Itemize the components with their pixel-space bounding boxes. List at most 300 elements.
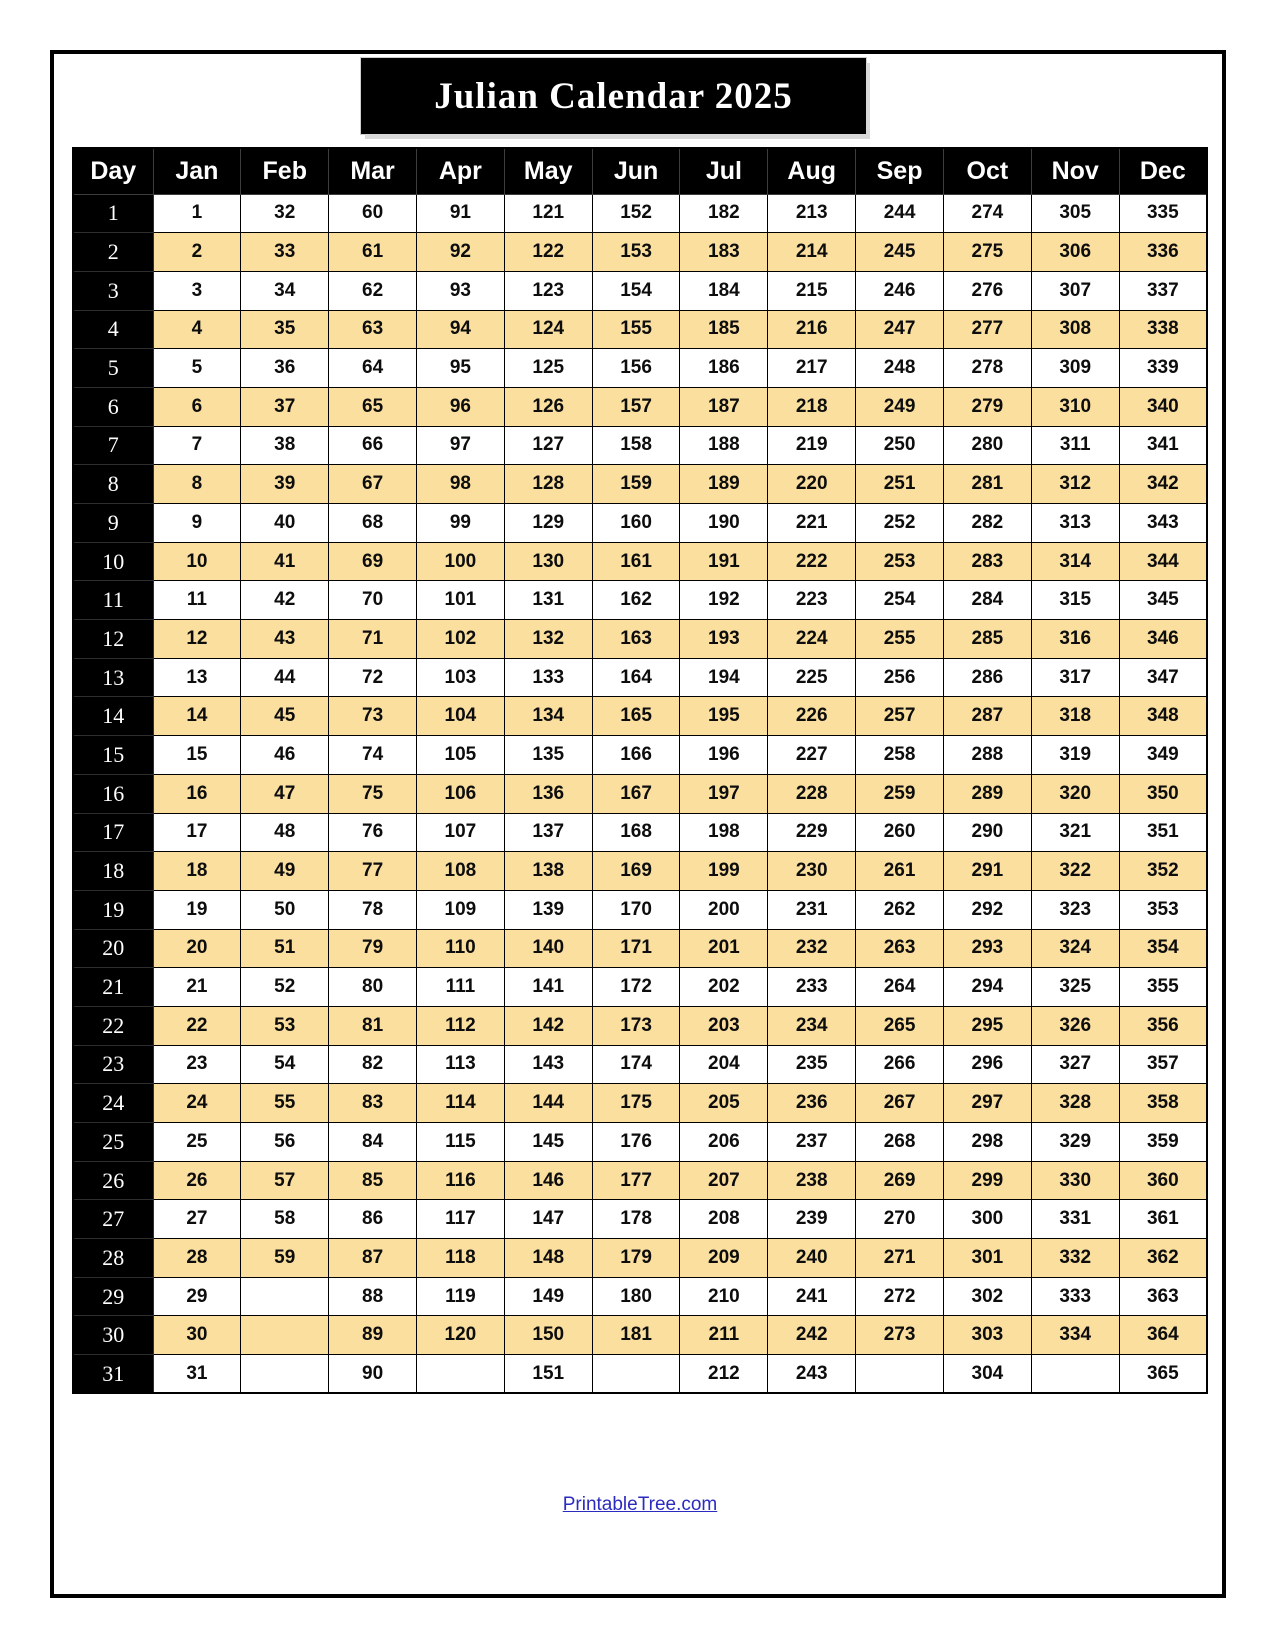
julian-day-cell: 188 [680,426,768,465]
julian-day-cell: 67 [329,465,417,504]
julian-day-cell: 352 [1119,852,1207,891]
julian-day-cell: 80 [329,968,417,1007]
day-cell: 9 [73,504,153,543]
julian-day-cell: 71 [329,620,417,659]
julian-day-cell: 104 [416,697,504,736]
julian-day-cell: 73 [329,697,417,736]
julian-day-cell: 285 [943,620,1031,659]
julian-day-cell: 94 [416,310,504,349]
month-header-aug: Aug [768,148,856,194]
day-cell: 30 [73,1316,153,1355]
julian-day-cell: 98 [416,465,504,504]
day-cell: 17 [73,813,153,852]
table-row [73,697,1207,736]
julian-day-cell: 189 [680,465,768,504]
julian-day-cell: 251 [856,465,944,504]
julian-day-cell: 158 [592,426,680,465]
julian-day-cell: 41 [241,542,329,581]
julian-day-cell: 294 [943,968,1031,1007]
julian-day-cell: 118 [416,1239,504,1278]
julian-day-cell: 191 [680,542,768,581]
julian-day-cell: 13 [153,658,241,697]
julian-day-cell: 365 [1119,1355,1207,1394]
julian-day-cell: 97 [416,426,504,465]
julian-day-cell: 306 [1031,233,1119,272]
julian-day-cell: 321 [1031,813,1119,852]
month-header-dec: Dec [1119,148,1207,194]
julian-day-cell: 129 [504,504,592,543]
julian-day-cell: 244 [856,194,944,233]
julian-day-cell: 300 [943,1200,1031,1239]
day-cell: 2 [73,233,153,272]
julian-day-cell: 18 [153,852,241,891]
julian-day-cell: 70 [329,581,417,620]
julian-day-cell: 203 [680,1006,768,1045]
julian-day-cell: 177 [592,1161,680,1200]
julian-day-cell: 122 [504,233,592,272]
julian-day-cell: 141 [504,968,592,1007]
julian-day-cell: 20 [153,929,241,968]
day-cell: 31 [73,1355,153,1394]
julian-day-cell: 40 [241,504,329,543]
julian-day-cell: 258 [856,736,944,775]
julian-day-cell: 289 [943,774,1031,813]
julian-day-cell: 201 [680,929,768,968]
julian-day-cell: 215 [768,271,856,310]
julian-day-cell: 247 [856,310,944,349]
julian-day-cell: 237 [768,1123,856,1162]
table-row [73,1006,1207,1045]
julian-day-cell: 135 [504,736,592,775]
julian-day-cell: 37 [241,387,329,426]
julian-day-cell: 340 [1119,387,1207,426]
julian-day-cell: 85 [329,1161,417,1200]
printabletree-link[interactable]: PrintableTree.com [562,1494,718,1516]
julian-day-cell: 206 [680,1123,768,1162]
julian-day-cell: 312 [1031,465,1119,504]
julian-day-cell: 133 [504,658,592,697]
julian-day-cell: 326 [1031,1006,1119,1045]
month-header-nov: Nov [1031,148,1119,194]
table-row [73,620,1207,659]
julian-day-cell: 58 [241,1200,329,1239]
julian-day-cell: 100 [416,542,504,581]
julian-day-cell: 166 [592,736,680,775]
julian-day-cell: 124 [504,310,592,349]
day-cell: 3 [73,271,153,310]
julian-day-cell: 7 [153,426,241,465]
julian-day-cell: 198 [680,813,768,852]
julian-day-cell: 246 [856,271,944,310]
julian-day-cell: 76 [329,813,417,852]
julian-day-cell: 62 [329,271,417,310]
julian-day-cell: 265 [856,1006,944,1045]
month-header-oct: Oct [943,148,1031,194]
julian-day-cell: 44 [241,658,329,697]
julian-day-cell: 276 [943,271,1031,310]
julian-day-cell: 228 [768,774,856,813]
julian-day-cell: 291 [943,852,1031,891]
julian-day-cell: 1 [153,194,241,233]
julian-day-cell: 229 [768,813,856,852]
day-cell: 28 [73,1239,153,1278]
julian-day-cell: 339 [1119,349,1207,388]
header-row [73,148,1207,194]
julian-day-cell: 51 [241,929,329,968]
julian-day-cell: 123 [504,271,592,310]
julian-day-cell: 147 [504,1200,592,1239]
julian-day-cell: 99 [416,504,504,543]
julian-day-cell: 161 [592,542,680,581]
table-header [73,148,1207,194]
julian-day-cell: 153 [592,233,680,272]
julian-day-cell: 225 [768,658,856,697]
julian-day-cell: 279 [943,387,1031,426]
table-row [73,271,1207,310]
julian-day-cell: 192 [680,581,768,620]
julian-day-cell: 106 [416,774,504,813]
julian-day-cell: 202 [680,968,768,1007]
julian-day-cell: 211 [680,1316,768,1355]
julian-day-cell: 236 [768,1084,856,1123]
julian-day-cell: 347 [1119,658,1207,697]
julian-day-cell: 84 [329,1123,417,1162]
julian-day-cell: 302 [943,1277,1031,1316]
julian-day-cell: 357 [1119,1045,1207,1084]
julian-day-cell: 341 [1119,426,1207,465]
julian-day-cell: 262 [856,890,944,929]
julian-day-cell: 330 [1031,1161,1119,1200]
julian-day-cell: 277 [943,310,1031,349]
julian-day-cell: 154 [592,271,680,310]
julian-day-cell: 127 [504,426,592,465]
julian-day-cell: 46 [241,736,329,775]
julian-day-cell: 25 [153,1123,241,1162]
julian-day-cell: 355 [1119,968,1207,1007]
julian-day-cell: 295 [943,1006,1031,1045]
day-cell: 19 [73,890,153,929]
julian-day-cell: 52 [241,968,329,1007]
julian-day-cell: 271 [856,1239,944,1278]
julian-day-cell: 30 [153,1316,241,1355]
julian-day-cell: 36 [241,349,329,388]
julian-day-cell: 356 [1119,1006,1207,1045]
julian-day-cell: 11 [153,581,241,620]
day-cell: 7 [73,426,153,465]
table-row [73,968,1207,1007]
julian-day-cell: 131 [504,581,592,620]
julian-day-cell: 204 [680,1045,768,1084]
julian-day-cell: 110 [416,929,504,968]
table-row [73,426,1207,465]
table-row [73,1123,1207,1162]
julian-day-cell: 64 [329,349,417,388]
day-cell: 22 [73,1006,153,1045]
julian-day-cell: 152 [592,194,680,233]
julian-day-cell: 334 [1031,1316,1119,1355]
julian-day-cell: 4 [153,310,241,349]
julian-day-cell: 92 [416,233,504,272]
julian-day-cell: 256 [856,658,944,697]
julian-day-cell: 350 [1119,774,1207,813]
julian-day-cell: 184 [680,271,768,310]
julian-day-cell: 112 [416,1006,504,1045]
julian-day-cell: 115 [416,1123,504,1162]
julian-day-cell: 47 [241,774,329,813]
julian-day-cell: 223 [768,581,856,620]
julian-day-cell: 137 [504,813,592,852]
julian-day-cell: 34 [241,271,329,310]
julian-day-cell: 82 [329,1045,417,1084]
julian-day-cell: 287 [943,697,1031,736]
julian-day-cell: 337 [1119,271,1207,310]
julian-day-cell: 253 [856,542,944,581]
julian-day-cell: 79 [329,929,417,968]
julian-day-cell: 119 [416,1277,504,1316]
julian-day-cell: 107 [416,813,504,852]
table-row [73,1084,1207,1123]
julian-day-cell: 194 [680,658,768,697]
table-row [73,1355,1207,1394]
julian-day-cell: 218 [768,387,856,426]
julian-day-cell: 136 [504,774,592,813]
julian-day-cell: 90 [329,1355,417,1394]
julian-day-cell: 344 [1119,542,1207,581]
julian-day-cell: 140 [504,929,592,968]
julian-day-cell: 150 [504,1316,592,1355]
julian-day-cell: 210 [680,1277,768,1316]
julian-day-cell: 333 [1031,1277,1119,1316]
julian-day-cell: 242 [768,1316,856,1355]
julian-day-cell: 269 [856,1161,944,1200]
julian-day-cell: 3 [153,271,241,310]
julian-day-cell: 309 [1031,349,1119,388]
julian-day-cell: 143 [504,1045,592,1084]
julian-day-cell: 149 [504,1277,592,1316]
julian-day-cell: 179 [592,1239,680,1278]
day-cell: 12 [73,620,153,659]
julian-day-cell: 260 [856,813,944,852]
julian-day-cell: 286 [943,658,1031,697]
julian-day-cell: 32 [241,194,329,233]
julian-day-cell: 59 [241,1239,329,1278]
julian-day-cell: 292 [943,890,1031,929]
julian-day-cell: 290 [943,813,1031,852]
julian-day-cell: 19 [153,890,241,929]
julian-day-cell: 363 [1119,1277,1207,1316]
julian-day-cell: 353 [1119,890,1207,929]
julian-day-cell: 303 [943,1316,1031,1355]
julian-day-cell: 282 [943,504,1031,543]
julian-day-cell: 342 [1119,465,1207,504]
day-cell: 11 [73,581,153,620]
julian-day-cell: 102 [416,620,504,659]
julian-day-cell: 132 [504,620,592,659]
julian-day-cell: 323 [1031,890,1119,929]
julian-day-cell: 134 [504,697,592,736]
julian-day-cell: 274 [943,194,1031,233]
day-cell: 10 [73,542,153,581]
julian-day-cell: 351 [1119,813,1207,852]
table-row [73,542,1207,581]
julian-day-cell: 238 [768,1161,856,1200]
julian-day-cell: 168 [592,813,680,852]
day-column-header: Day [73,148,153,194]
julian-day-cell: 121 [504,194,592,233]
julian-day-cell: 310 [1031,387,1119,426]
julian-day-cell: 6 [153,387,241,426]
julian-day-cell: 324 [1031,929,1119,968]
julian-day-cell: 120 [416,1316,504,1355]
julian-day-cell: 29 [153,1277,241,1316]
julian-day-cell: 226 [768,697,856,736]
julian-day-cell: 125 [504,349,592,388]
julian-day-cell: 364 [1119,1316,1207,1355]
empty-cell [241,1316,329,1355]
julian-day-cell: 139 [504,890,592,929]
julian-day-cell: 105 [416,736,504,775]
table-row [73,852,1207,891]
month-header-apr: Apr [416,148,504,194]
table-row [73,387,1207,426]
julian-day-cell: 28 [153,1239,241,1278]
julian-day-cell: 200 [680,890,768,929]
julian-day-cell: 305 [1031,194,1119,233]
julian-day-cell: 65 [329,387,417,426]
day-cell: 1 [73,194,153,233]
table-row [73,349,1207,388]
julian-day-cell: 245 [856,233,944,272]
julian-day-cell: 186 [680,349,768,388]
julian-day-cell: 328 [1031,1084,1119,1123]
julian-day-cell: 151 [504,1355,592,1394]
julian-day-cell: 56 [241,1123,329,1162]
empty-cell [241,1355,329,1394]
julian-day-cell: 68 [329,504,417,543]
julian-day-cell: 50 [241,890,329,929]
julian-day-cell: 128 [504,465,592,504]
julian-day-cell: 8 [153,465,241,504]
julian-day-cell: 199 [680,852,768,891]
julian-day-cell: 331 [1031,1200,1119,1239]
julian-day-cell: 345 [1119,581,1207,620]
julian-day-cell: 190 [680,504,768,543]
julian-day-cell: 155 [592,310,680,349]
julian-day-cell: 14 [153,697,241,736]
julian-day-cell: 270 [856,1200,944,1239]
julian-day-cell: 157 [592,387,680,426]
julian-day-cell: 293 [943,929,1031,968]
julian-day-cell: 296 [943,1045,1031,1084]
julian-day-cell: 196 [680,736,768,775]
julian-day-cell: 176 [592,1123,680,1162]
day-cell: 20 [73,929,153,968]
julian-day-cell: 252 [856,504,944,543]
julian-day-cell: 268 [856,1123,944,1162]
julian-day-cell: 174 [592,1045,680,1084]
table-row [73,1239,1207,1278]
julian-day-cell: 17 [153,813,241,852]
table-row [73,233,1207,272]
julian-day-cell: 315 [1031,581,1119,620]
title-banner [361,58,866,134]
julian-day-cell: 101 [416,581,504,620]
day-cell: 23 [73,1045,153,1084]
julian-day-cell: 10 [153,542,241,581]
table-row [73,1045,1207,1084]
julian-day-cell: 336 [1119,233,1207,272]
julian-day-cell: 232 [768,929,856,968]
julian-day-cell: 87 [329,1239,417,1278]
julian-day-cell: 318 [1031,697,1119,736]
julian-day-cell: 22 [153,1006,241,1045]
julian-day-cell: 66 [329,426,417,465]
table-row [73,890,1207,929]
julian-day-cell: 145 [504,1123,592,1162]
table-row [73,194,1207,233]
julian-day-cell: 165 [592,697,680,736]
julian-day-cell: 234 [768,1006,856,1045]
month-header-sep: Sep [856,148,944,194]
julian-day-cell: 222 [768,542,856,581]
julian-day-cell: 156 [592,349,680,388]
julian-day-cell: 170 [592,890,680,929]
julian-calendar-table [72,147,1208,1394]
julian-day-cell: 26 [153,1161,241,1200]
julian-day-cell: 185 [680,310,768,349]
julian-day-cell: 214 [768,233,856,272]
julian-day-cell: 108 [416,852,504,891]
julian-day-cell: 197 [680,774,768,813]
julian-day-cell: 74 [329,736,417,775]
julian-day-cell: 325 [1031,968,1119,1007]
julian-day-cell: 195 [680,697,768,736]
julian-day-cell: 162 [592,581,680,620]
julian-day-cell: 193 [680,620,768,659]
julian-day-cell: 354 [1119,929,1207,968]
julian-day-cell: 126 [504,387,592,426]
table-row [73,1277,1207,1316]
julian-day-cell: 275 [943,233,1031,272]
empty-cell [416,1355,504,1394]
day-cell: 16 [73,774,153,813]
julian-day-cell: 89 [329,1316,417,1355]
julian-day-cell: 227 [768,736,856,775]
month-header-mar: Mar [329,148,417,194]
julian-day-cell: 42 [241,581,329,620]
table-row [73,465,1207,504]
julian-day-cell: 239 [768,1200,856,1239]
julian-day-cell: 284 [943,581,1031,620]
julian-day-cell: 212 [680,1355,768,1394]
julian-day-cell: 308 [1031,310,1119,349]
julian-day-cell: 273 [856,1316,944,1355]
julian-day-cell: 53 [241,1006,329,1045]
julian-day-cell: 208 [680,1200,768,1239]
julian-day-cell: 320 [1031,774,1119,813]
julian-day-cell: 281 [943,465,1031,504]
julian-day-cell: 138 [504,852,592,891]
julian-day-cell: 63 [329,310,417,349]
day-cell: 15 [73,736,153,775]
julian-day-cell: 319 [1031,736,1119,775]
julian-day-cell: 278 [943,349,1031,388]
julian-day-cell: 109 [416,890,504,929]
julian-day-cell: 224 [768,620,856,659]
julian-day-cell: 21 [153,968,241,1007]
julian-day-cell: 231 [768,890,856,929]
day-cell: 21 [73,968,153,1007]
